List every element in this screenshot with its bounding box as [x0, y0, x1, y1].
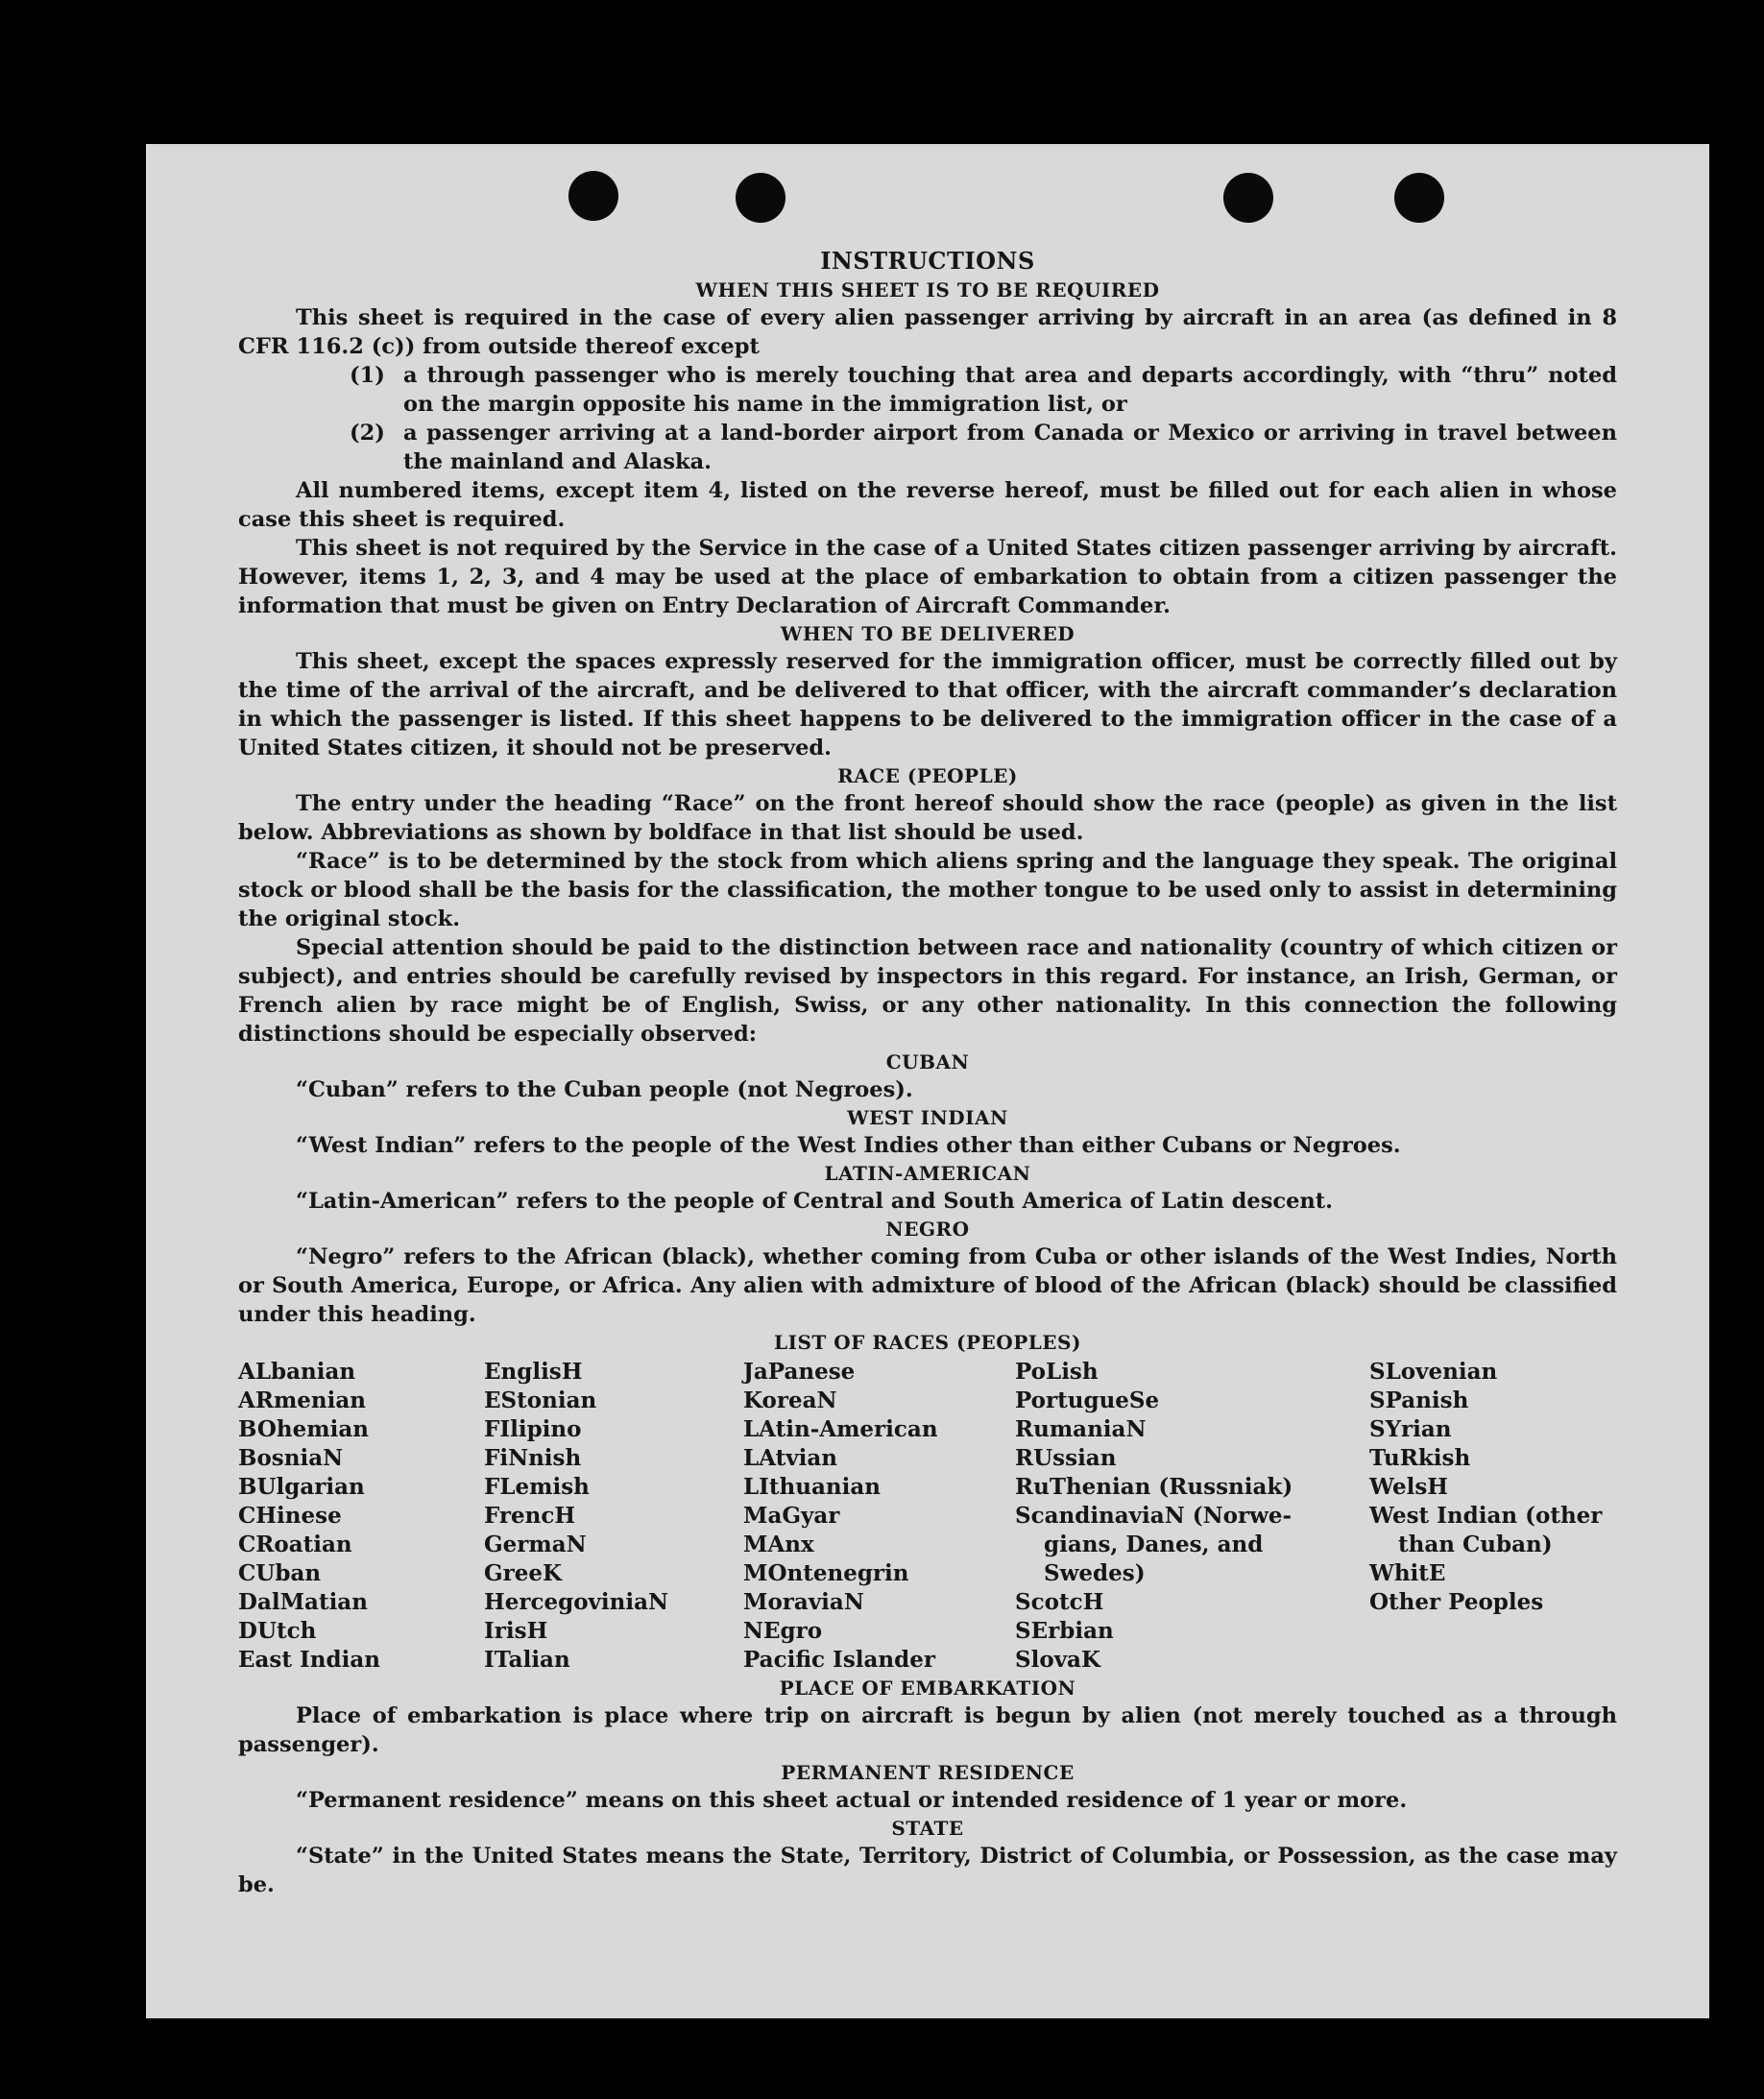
race-item: KoreaN: [743, 1387, 837, 1413]
paragraph: Special attention should be paid to the distinction between race and nationality (country of which citizen or subject), and entries should be carefully revised by inspectors in this regard. For instance, an Irish, German, or French alien by race might be of English, Swiss, or any other nationality. In this connection the following distinctions should be especially observed:: [238, 935, 1617, 1047]
race-item: SLovenian: [1369, 1359, 1498, 1385]
paragraph: “Negro” refers to the African (black), whether coming from Cuba or other islands of the West Indies, North or South America, Europe, or Africa. Any alien with admixture of blood of the African (black) should be classified under this heading.: [238, 1244, 1617, 1327]
race-column: [743, 1358, 1015, 1675]
paragraph: “State” in the United States means the State, Territory, District of Columbia, or Possession, as the case may be.: [238, 1844, 1617, 1897]
race-item: FIlipino: [484, 1416, 582, 1442]
race-item: BosniaN: [238, 1445, 344, 1471]
race-item: NEgro: [743, 1618, 823, 1644]
race-item: FLemish: [484, 1474, 590, 1500]
race-item: TuRkish: [1369, 1445, 1471, 1471]
punch-hole: [736, 173, 785, 223]
race-item: RuThenian (Russniak): [1015, 1474, 1293, 1500]
race-item: WelsH: [1369, 1474, 1449, 1500]
paragraph: “Latin-American” refers to the people of Central and South America of Latin descent.: [296, 1189, 1333, 1214]
race-item: SErbian: [1015, 1618, 1114, 1644]
section-heading: STATE: [891, 1817, 964, 1840]
punch-hole: [1223, 173, 1273, 223]
race-item: RumaniaN: [1015, 1416, 1147, 1442]
race-item: LAtvian: [743, 1445, 837, 1471]
race-item: Swedes): [1044, 1560, 1146, 1586]
list-text: a passenger arriving at a land-border airport from Canada or Mexico or arriving in travel between the mainland and Alaska.: [403, 421, 1617, 474]
race-column: [1369, 1358, 1617, 1675]
race-item: PortugueSe: [1015, 1387, 1160, 1413]
race-item: DalMatian: [238, 1589, 368, 1615]
paragraph: Place of embarkation is place where trip on aircraft is begun by alien (not merely touched as a through passenger).: [238, 1703, 1617, 1757]
race-item: East Indian: [238, 1647, 380, 1673]
race-item: IrisH: [484, 1618, 548, 1644]
list-text: a through passenger who is merely touching that area and departs accordingly, with “thru” noted on the margin opposite his name in the immigration list, or: [403, 363, 1617, 417]
section-heading: PERMANENT RESIDENCE: [781, 1761, 1075, 1784]
race-item: ScotcH: [1015, 1589, 1104, 1615]
race-item: ALbanian: [238, 1359, 356, 1385]
section-heading: CUBAN: [885, 1050, 970, 1074]
section-heading: WEST INDIAN: [847, 1106, 1008, 1129]
race-item: BOhemian: [238, 1416, 369, 1442]
list-item: [238, 419, 1617, 476]
race-item: JaPanese: [743, 1359, 856, 1385]
race-column: [1015, 1358, 1369, 1675]
instructions-content: [238, 246, 1617, 1899]
race-column: [238, 1358, 484, 1675]
race-item: ITalian: [484, 1647, 570, 1673]
race-item: Other Peoples: [1369, 1589, 1544, 1615]
race-item: EnglisH: [484, 1359, 583, 1385]
section-heading: PLACE OF EMBARKATION: [779, 1677, 1076, 1700]
race-item: gians, Danes, and: [1044, 1532, 1264, 1557]
race-item: EStonian: [484, 1387, 597, 1413]
race-item: Pacific Islander: [743, 1647, 935, 1673]
section-heading: WHEN TO BE DELIVERED: [780, 622, 1075, 645]
page-title: INSTRUCTIONS: [820, 247, 1035, 275]
race-column: [484, 1358, 743, 1675]
paragraph: This sheet is required in the case of every alien passenger arriving by aircraft in an area (as defined in 8 CFR 116.2 (c)) from outside thereof except: [238, 305, 1617, 359]
section-heading: LIST OF RACES (PEOPLES): [774, 1331, 1081, 1354]
race-item: SPanish: [1369, 1387, 1469, 1413]
list-number: (2): [350, 421, 385, 446]
punch-hole: [568, 171, 618, 221]
paragraph: “Permanent residence” means on this sheet actual or intended residence of 1 year or more.: [296, 1788, 1408, 1813]
race-item: MAnx: [743, 1532, 814, 1557]
race-item: CUban: [238, 1560, 322, 1586]
race-item: SlovaK: [1015, 1647, 1100, 1673]
race-item: WhitE: [1369, 1560, 1446, 1586]
section-heading: LATIN-AMERICAN: [824, 1162, 1031, 1185]
race-item: ScandinaviaN (Norwe-: [1015, 1503, 1293, 1529]
paragraph: All numbered items, except item 4, listed on the reverse hereof, must be filled out for each alien in whose case this sheet is required.: [238, 478, 1617, 532]
race-item: DUtch: [238, 1618, 317, 1644]
race-item: ARmenian: [238, 1387, 367, 1413]
race-item: MoraviaN: [743, 1589, 864, 1615]
race-item: LIthuanian: [743, 1474, 881, 1500]
paragraph: This sheet, except the spaces expressly reserved for the immigration officer, must be correctly filled out by the time of the arrival of the aircraft, and be delivered to that officer, with the aircraft commander’s declaration in which the passenger is listed. If this sheet happens to be delivered to the immigration officer in the case of a United States citizen, it should not be preserved.: [238, 649, 1617, 760]
race-item: CHinese: [238, 1503, 342, 1529]
race-item: BUlgarian: [238, 1474, 365, 1500]
paragraph: This sheet is not required by the Service in the case of a United States citizen passenger arriving by aircraft. However, items 1, 2, 3, and 4 may be used at the place of embarkation to obtain from a citizen passenger the information that must be given on Entry Declaration of Aircraft Commander.: [238, 536, 1617, 618]
section-heading: NEGRO: [885, 1218, 970, 1241]
race-item: FrencH: [484, 1503, 576, 1529]
race-item: MaGyar: [743, 1503, 840, 1529]
race-item: CRoatian: [238, 1532, 352, 1557]
list-item: [238, 361, 1617, 419]
race-item: GermaN: [484, 1532, 587, 1557]
race-item: HercegoviniaN: [484, 1589, 669, 1615]
paragraph: “Cuban” refers to the Cuban people (not Negroes).: [296, 1077, 913, 1102]
race-item: RUssian: [1015, 1445, 1117, 1471]
section-heading: RACE (PEOPLE): [837, 764, 1018, 787]
paragraph: “Race” is to be determined by the stock from which aliens spring and the language they speak. The original stock or blood shall be the basis for the classification, the mother tongue to be used only to assist in determining the original stock.: [238, 849, 1617, 931]
list-number: (1): [350, 363, 385, 388]
race-item: than Cuban): [1398, 1532, 1553, 1557]
race-item: SYrian: [1369, 1416, 1452, 1442]
race-list: [238, 1358, 1617, 1675]
race-item: West Indian (other: [1369, 1503, 1603, 1529]
punch-hole: [1394, 173, 1444, 223]
race-item: MOntenegrin: [743, 1560, 909, 1586]
document-sheet: [146, 144, 1709, 2018]
paragraph: The entry under the heading “Race” on the front hereof should show the race (people) as given in the list below. Abbreviations as shown by boldface in that list should be used.: [238, 791, 1617, 845]
race-item: GreeK: [484, 1560, 563, 1586]
paragraph: “West Indian” refers to the people of the West Indies other than either Cubans or Negroes.: [296, 1133, 1401, 1158]
race-item: PoLish: [1015, 1359, 1099, 1385]
race-item: FiNnish: [484, 1445, 582, 1471]
section-heading: WHEN THIS SHEET IS TO BE REQUIRED: [695, 278, 1160, 302]
race-item: LAtin-American: [743, 1416, 938, 1442]
